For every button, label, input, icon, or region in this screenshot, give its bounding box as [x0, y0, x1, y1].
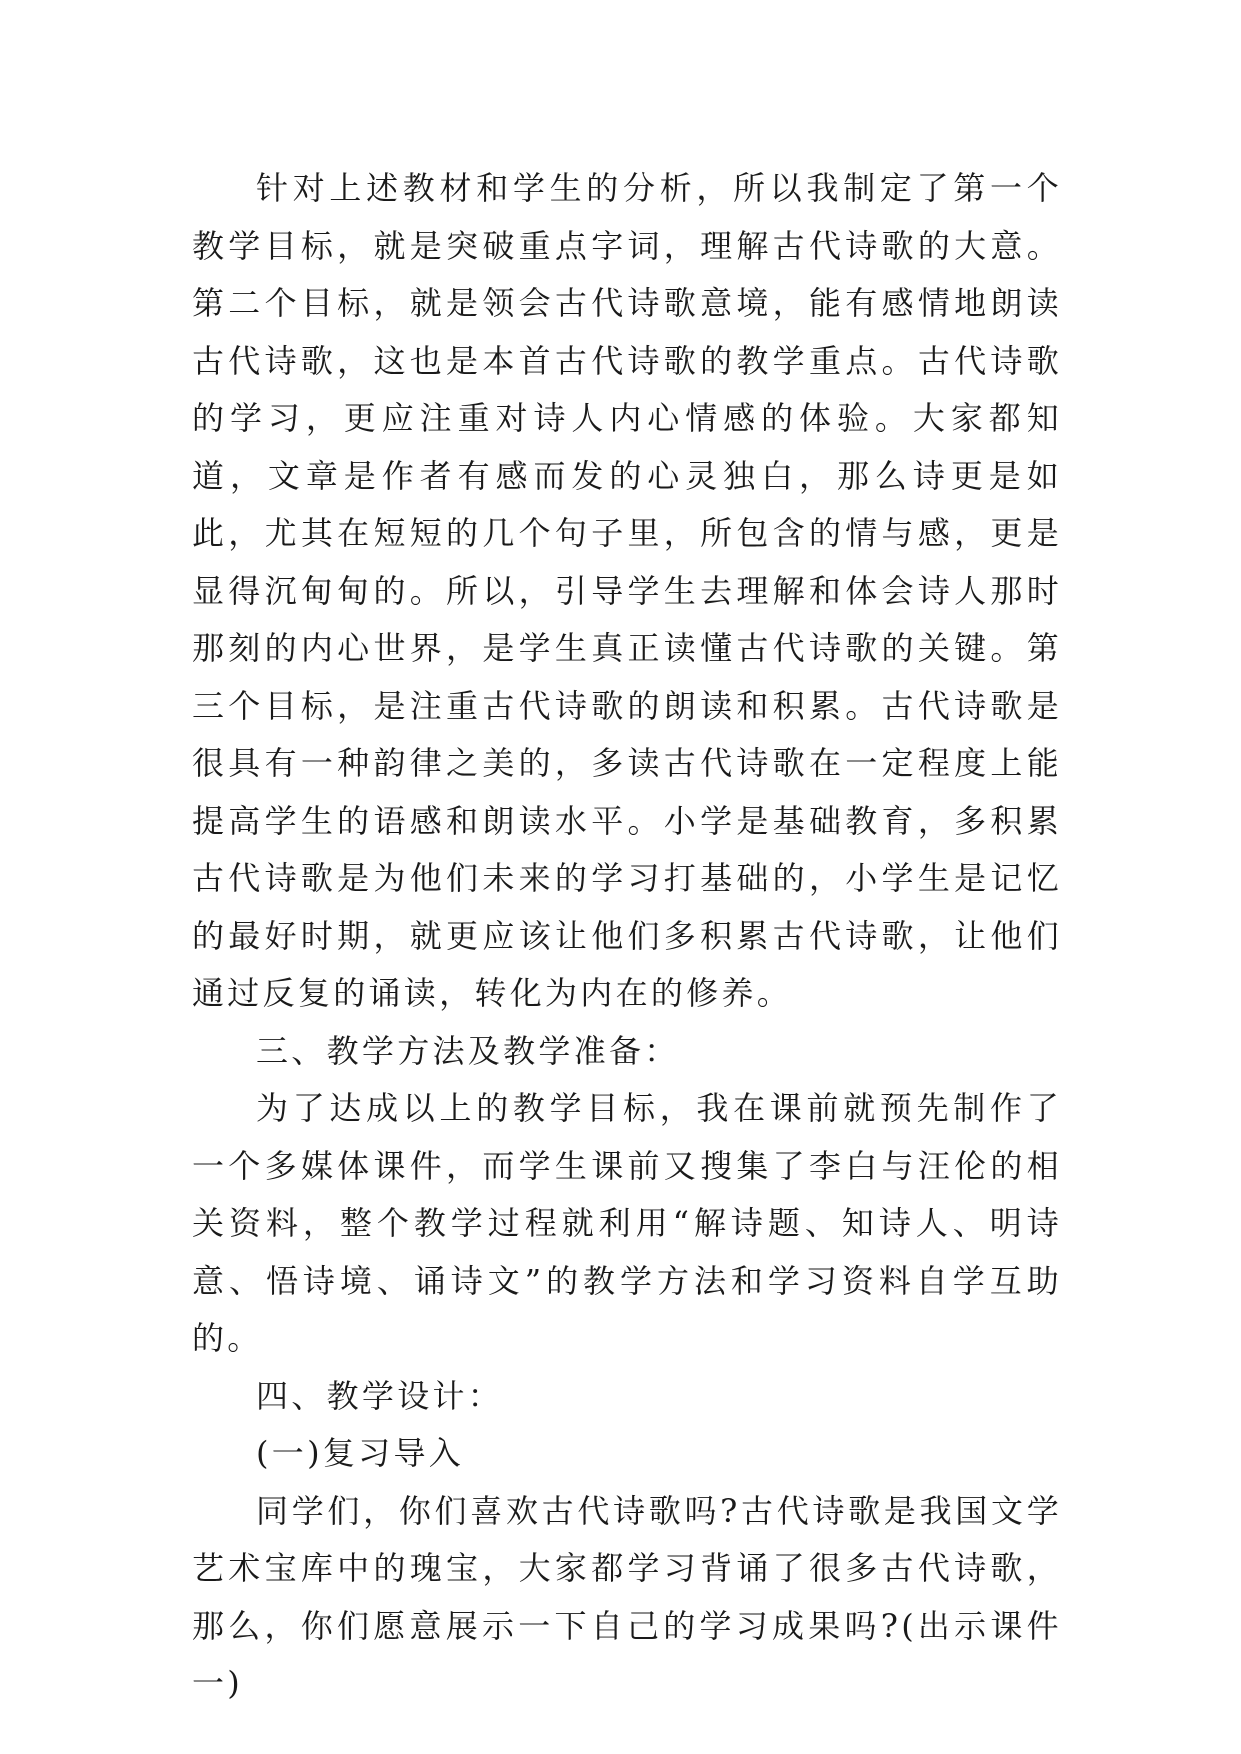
subheading-review-introduction: (一)复习导入 [256, 1434, 465, 1472]
document-body [192, 160, 1062, 1713]
heading-teaching-design: 四、教学设计： [256, 1376, 504, 1415]
paragraph-introduction: 同学们，你们喜欢古代诗歌吗?古代诗歌是我国文学艺术宝库中的瑰宝，大家都学习背诵了很多古代诗歌，那么，你们愿意展示一下自己的学习成果吗?(出示课件一) [192, 1491, 1062, 1702]
heading-methods-and-preparation: 三、教学方法及教学准备： [256, 1031, 680, 1070]
paragraph-methods: 为了达成以上的教学目标，我在课前就预先制作了一个多媒体课件，而学生课前又搜集了李白与汪伦的相关资料，整个教学过程就利用“解诗题、知诗人、明诗意、悟诗境、诵诗文”的教学方法和学习资料自学互助的。 [192, 1089, 1062, 1357]
paragraph-teaching-goals: 针对上述教材和学生的分析，所以我制定了第一个教学目标，就是突破重点字词，理解古代诗歌的大意。第二个目标，就是领会古代诗歌意境，能有感情地朗读古代诗歌，这也是本首古代诗歌的教学重点。古代诗歌的学习，更应注重对诗人内心情感的体验。大家都知道，文章是作者有感而发的心灵独白，那么诗更是如此，尤其在短短的几个句子里，所包含的情与感，更是显得沉甸甸的。所以，引导学生去理解和体会诗人那时那刻的内心世界，是学生真正读懂古代诗歌的关键。第三个目标，是注重古代诗歌的朗读和积累。古代诗歌是很具有一种韵律之美的，多读古代诗歌在一定程度上能提高学生的语感和朗读水平。小学是基础教育，多积累古代诗歌是为他们未来的学习打基础的，小学生是记忆的最好时期，就更应该让他们多积累古代诗歌，让他们通过反复的诵读，转化为内在的修养。 [192, 169, 1062, 1012]
